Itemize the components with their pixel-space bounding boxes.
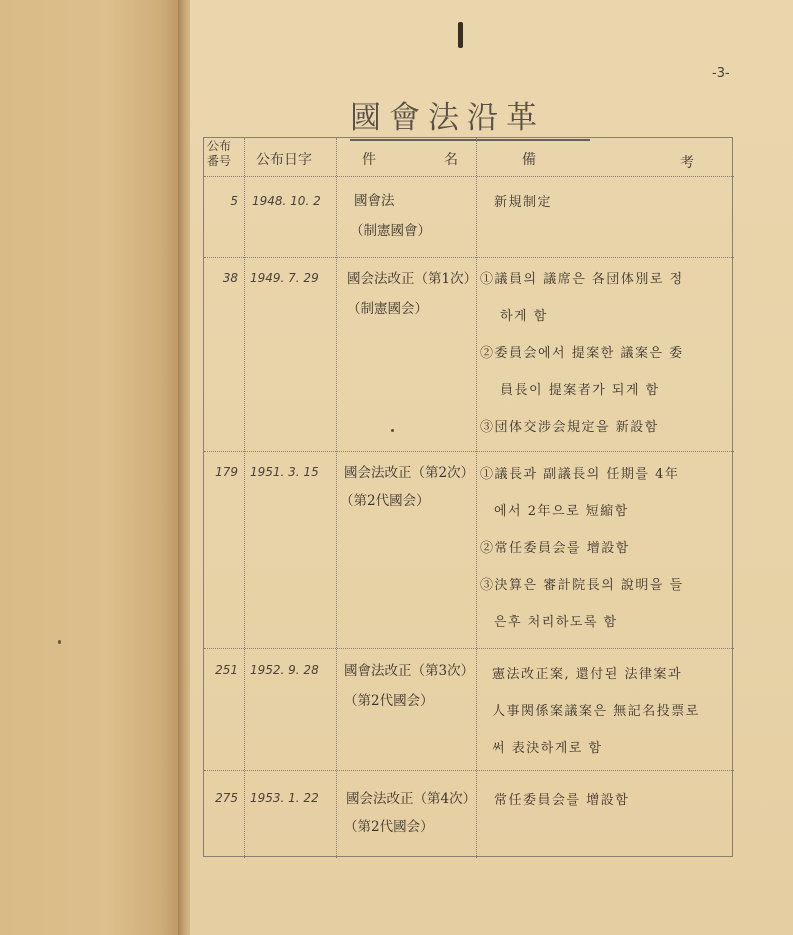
remark-line: 憲法改正案, 還付된 法律案과	[492, 667, 683, 682]
row-rule	[204, 451, 734, 452]
row-date: 1951. 3. 15	[250, 465, 319, 479]
row-remarks	[480, 456, 725, 641]
row-name-line1: 國会法改正（第2次）	[344, 465, 475, 481]
amendment-history-table	[203, 137, 733, 857]
row-date: 1952. 9. 28	[250, 663, 319, 677]
row-name-line2: （第2代國会）	[340, 493, 430, 509]
row-number: 275	[215, 791, 238, 805]
row-name-line1: 國會法改正（第3次）	[344, 663, 475, 679]
remark-line: 常任委員会를 增設함	[494, 793, 630, 808]
header-name-a: 件	[362, 152, 376, 168]
row-number: 179	[215, 465, 238, 479]
remark-line: 員長이 提案者가 되게 함	[500, 383, 660, 398]
row-name-line2: （制憲國會）	[350, 223, 431, 239]
remark-line: ②常任委員会를 增設함	[480, 541, 630, 556]
row-name-line2: （制憲國会）	[347, 301, 428, 317]
row-name-line1: 國会法改正（第1次）	[347, 271, 478, 287]
remark-line: ②委員会에서 提案한 議案은 委	[480, 346, 684, 361]
row-date: 1953. 1. 22	[250, 791, 319, 805]
remark-line: 하게 함	[500, 309, 548, 324]
row-remarks	[494, 184, 739, 221]
row-remarks	[494, 782, 739, 819]
row-name-line2: （第2代國会）	[344, 819, 434, 835]
header-name-b: 名	[444, 152, 458, 168]
header-remarks-a: 備	[522, 152, 536, 168]
row-number: 251	[215, 663, 238, 677]
page-number: -3-	[712, 66, 730, 81]
remark-line: ①議長과 副議長의 任期를 4年	[480, 467, 680, 482]
remark-line: ①議員의 議席은 各団体別로 정	[480, 272, 684, 287]
header-remarks-b: 考	[680, 155, 694, 171]
column-rule	[244, 138, 245, 858]
row-number: 5	[230, 194, 238, 208]
remark-line: 에서 2年으로 短縮함	[494, 504, 629, 519]
row-date: 1949. 7. 29	[250, 271, 319, 285]
row-name-line1: 國会法改正（第4次）	[346, 791, 477, 807]
remark-line: ③団体交涉会規定을 新設함	[480, 420, 659, 435]
column-rule	[336, 138, 337, 858]
column-rule	[476, 138, 477, 858]
row-rule	[204, 770, 734, 771]
row-name-line2: （第2代國会）	[344, 693, 434, 709]
remark-line: 新規制定	[494, 195, 553, 210]
binding-mark	[458, 22, 463, 48]
remark-line: ③決算은 審計院長의 說明을 들	[480, 578, 684, 593]
ink-speck	[391, 429, 394, 432]
header-number: 公布 番号	[207, 139, 232, 168]
remark-line: 人事関係案議案은 無記名投票로	[492, 704, 700, 719]
header-date: 公布日字	[256, 152, 312, 168]
row-number: 38	[222, 271, 238, 285]
row-name-line1: 國會法	[354, 193, 395, 209]
remark-line: 써 表決하게로 함	[492, 741, 603, 756]
row-date: 1948. 10. 2	[252, 194, 321, 208]
row-rule	[204, 176, 734, 177]
page-speck	[58, 640, 61, 644]
row-remarks	[480, 261, 725, 446]
row-rule	[204, 648, 734, 649]
row-rule	[204, 257, 734, 258]
left-page	[0, 0, 182, 935]
remark-line: 은후 처리하도록 함	[494, 615, 618, 630]
document-title: 國會法沿革	[350, 92, 590, 141]
row-remarks	[492, 656, 737, 767]
